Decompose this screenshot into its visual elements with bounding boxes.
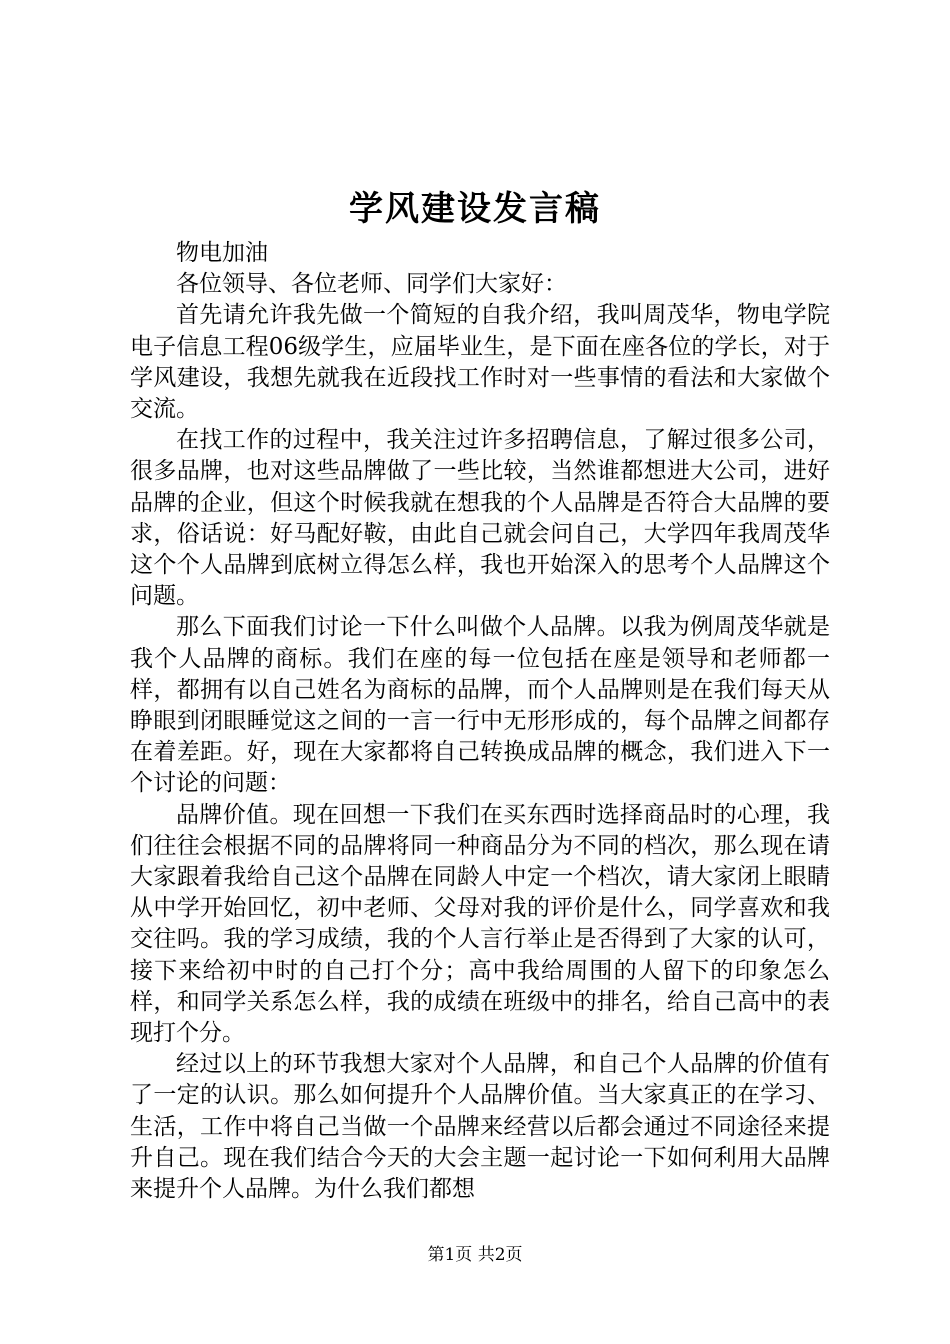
paragraph-salutation: 各位领导、各位老师、同学们大家好：: [176, 271, 567, 298]
page-number-footer: 第1页 共2页: [427, 1245, 523, 1265]
paragraph-improve-brand: 经过以上的环节我想大家对个人品牌，和自己个人品牌的价值有了一定的认识。那么如何提升个人品牌价值。当大家真正的在学习、生活，工作中将自己当做一个品牌来经营以后都会通过不同途径来提升自己。现在我们结合今天的大会主题一起讨论一下如何利用大品牌来提升个人品牌。为什么我们都想: [130, 1051, 830, 1203]
paragraph-self-introduction: 首先请允许我先做一个简短的自我介绍，我叫周茂华，物电学院电子信息工程06级学生，应届毕业生，是下面在座各位的学长，对于学风建设，我想先就我在近段找工作时对一些事情的看法和大家做个交流。: [130, 302, 830, 423]
paragraph-job-search: 在找工作的过程中，我关注过许多招聘信息，了解过很多公司，很多品牌，也对这些品牌做了一些比较，当然谁都想进大公司，进好品牌的企业，但这个时候我就在想我的个人品牌是否符合大品牌的要求，俗话说：好马配好鞍，由此自己就会问自己，大学四年我周茂华这个个人品牌到底树立得怎么样，我也开始深入的思考个人品牌这个问题。: [130, 427, 830, 610]
document-title: 学风建设发言稿: [349, 189, 601, 229]
paragraph-greeting-slogan: 物电加油: [176, 240, 268, 266]
paragraph-personal-brand: 那么下面我们讨论一下什么叫做个人品牌。以我为例周茂华就是我个人品牌的商标。我们在座的每一位包括在座是领导和老师都一样，都拥有以自己姓名为商标的品牌，而个人品牌则是在我们每天从睁眼到闭眼睡觉这之间的一言一行中无形形成的，每个品牌之间都存在着差距。好，现在大家都将自己转换成品牌的概念，我们进入下一个讨论的问题：: [130, 614, 830, 797]
paragraph-brand-value: 品牌价值。现在回想一下我们在买东西时选择商品时的心理，我们往往会根据不同的品牌将同一种商品分为不同的档次，那么现在请大家跟着我给自己这个品牌在同龄人中定一个档次，请大家闭上眼睛从中学开始回忆，初中老师、父母对我的评价是什么，同学喜欢和我交往吗。我的学习成绩，我的个人言行举止是否得到了大家的认可，接下来给初中时的自己打个分；高中我给周围的人留下的印象怎么样，和同学关系怎么样，我的成绩在班级中的排名，给自己高中的表现打个分。: [130, 801, 830, 1047]
document-body: [130, 238, 830, 1205]
